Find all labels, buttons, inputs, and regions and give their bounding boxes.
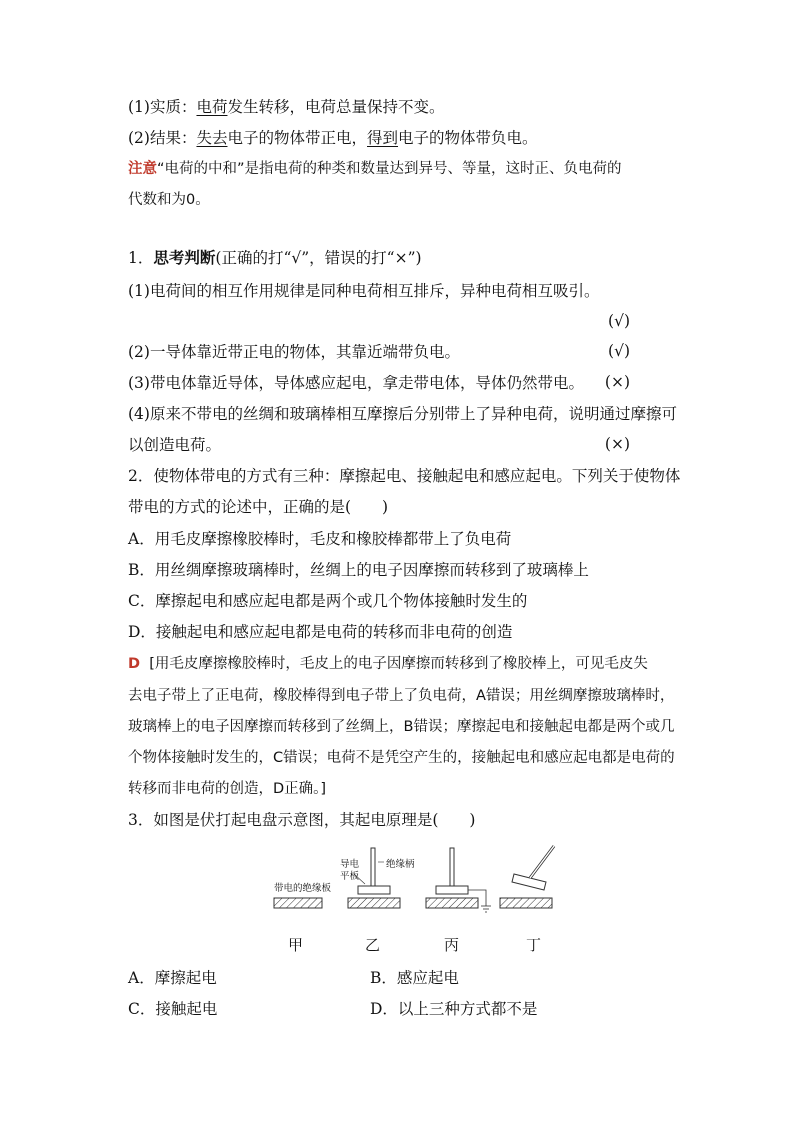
option-c: C．摩擦起电和感应起电都是两个或几个物体接触时发生的 [128, 592, 528, 610]
underlined-term: 失去 [196, 129, 228, 147]
judgement-item: (3)带电体靠近导体，导体感应起电，拿走带电体，导体仍然带电。 [128, 374, 584, 392]
judgement-mark: (√) [608, 312, 630, 330]
electrophorus-figure [262, 840, 562, 960]
insulating-plate-4 [500, 898, 552, 908]
note-line-2: 代数和为0。 [128, 192, 210, 208]
judgement-mark: (√) [608, 342, 630, 360]
option-d: D．接触起电和感应起电都是电荷的转移而非电荷的创造 [128, 623, 513, 641]
note-label: 注意 [128, 161, 157, 177]
question-2-stem: 2．使物体带电的方式有三种：摩擦起电、接触起电和感应起电。下列关于使物体 [128, 467, 681, 485]
explanation-line: 个物体接触时发生的，C错误；电荷不是凭空产生的，接触起电和感应起电都是电荷的 [128, 750, 675, 766]
insulating-plate-2 [348, 898, 400, 908]
insulating-handle-3 [450, 848, 454, 886]
paragraph-result: (2)结果：失去电子的物体带正电，得到电子的物体带负电。 [128, 129, 538, 147]
conducting-plate-2 [358, 886, 390, 894]
explanation-line: 去电子带上了正电荷，橡胶棒得到电子带上了负电荷，A错误；用丝绸摩擦玻璃棒时， [128, 688, 675, 704]
judgement-item-cont: 以创造电荷。 [128, 436, 222, 454]
conducting-plate-4 [512, 874, 546, 890]
explanation-line: 转移而非电荷的创造，D正确。] [128, 781, 327, 797]
underlined-term: 得到 [367, 129, 399, 147]
caption-ding: 丁 [526, 936, 542, 954]
option-b: B．感应起电 [370, 969, 459, 987]
explanation-line: 玻璃棒上的电子因摩擦而转移到了丝绸上，B错误；摩擦起电和接触起电都是两个或几 [128, 719, 675, 735]
judgement-item: (2)一导体靠近带正电的物体，其靠近端带负电。 [128, 343, 460, 361]
question-3-stem: 3．如图是伏打起电盘示意图，其起电原理是( ) [128, 811, 476, 829]
judgement-item: (4)原来不带电的丝绸和玻璃棒相互摩擦后分别带上了异种电荷，说明通过摩擦可 [128, 405, 677, 423]
label-plate: 平板 [340, 871, 360, 882]
conducting-plate-3 [436, 886, 468, 894]
insulating-handle-2 [371, 848, 375, 886]
insulating-plate-1 [274, 898, 322, 908]
note-line-1: 注意“电荷的中和”是指电荷的种类和数量达到异号、等量，这时正、负电荷的 [128, 161, 622, 177]
option-a: A．摩擦起电 [128, 969, 217, 987]
option-d: D．以上三种方式都不是 [370, 1000, 538, 1018]
option-c: C．接触起电 [128, 1000, 218, 1018]
judgement-mark: (×) [604, 435, 630, 453]
answer-letter: D [128, 656, 141, 672]
question-1-heading: 1．思考判断(正确的打“√”，错误的打“×”) [128, 248, 422, 267]
insulating-plate-3 [426, 898, 478, 908]
label-charged-plate: 带电的绝缘板 [274, 883, 332, 894]
label-handle: 绝缘柄 [386, 859, 415, 870]
option-b: B．用丝绸摩擦玻璃棒时，丝绸上的电子因摩擦而转移到了玻璃棒上 [128, 561, 589, 579]
caption-jia: 甲 [288, 936, 304, 954]
judgement-mark: (×) [604, 373, 630, 391]
paragraph-essence: (1)实质：电荷发生转移，电荷总量保持不变。 [128, 98, 445, 116]
label-conductor: 导电 [340, 859, 360, 870]
caption-yi: 乙 [365, 936, 381, 954]
caption-bing: 丙 [444, 936, 460, 954]
underlined-term: 电荷 [196, 98, 228, 116]
question-2-stem-cont: 带电的方式的论述中，正确的是( ) [128, 498, 389, 516]
explanation-line-1: D [用毛皮摩擦橡胶棒时，毛皮上的电子因摩擦而转移到了橡胶棒上，可见毛皮失 [128, 656, 648, 672]
judgement-item: (1)电荷间的相互作用规律是同种电荷相互排斥，异种电荷相互吸引。 [128, 282, 600, 300]
option-a: A．用毛皮摩擦橡胶棒时，毛皮和橡胶棒都带上了负电荷 [128, 530, 512, 548]
